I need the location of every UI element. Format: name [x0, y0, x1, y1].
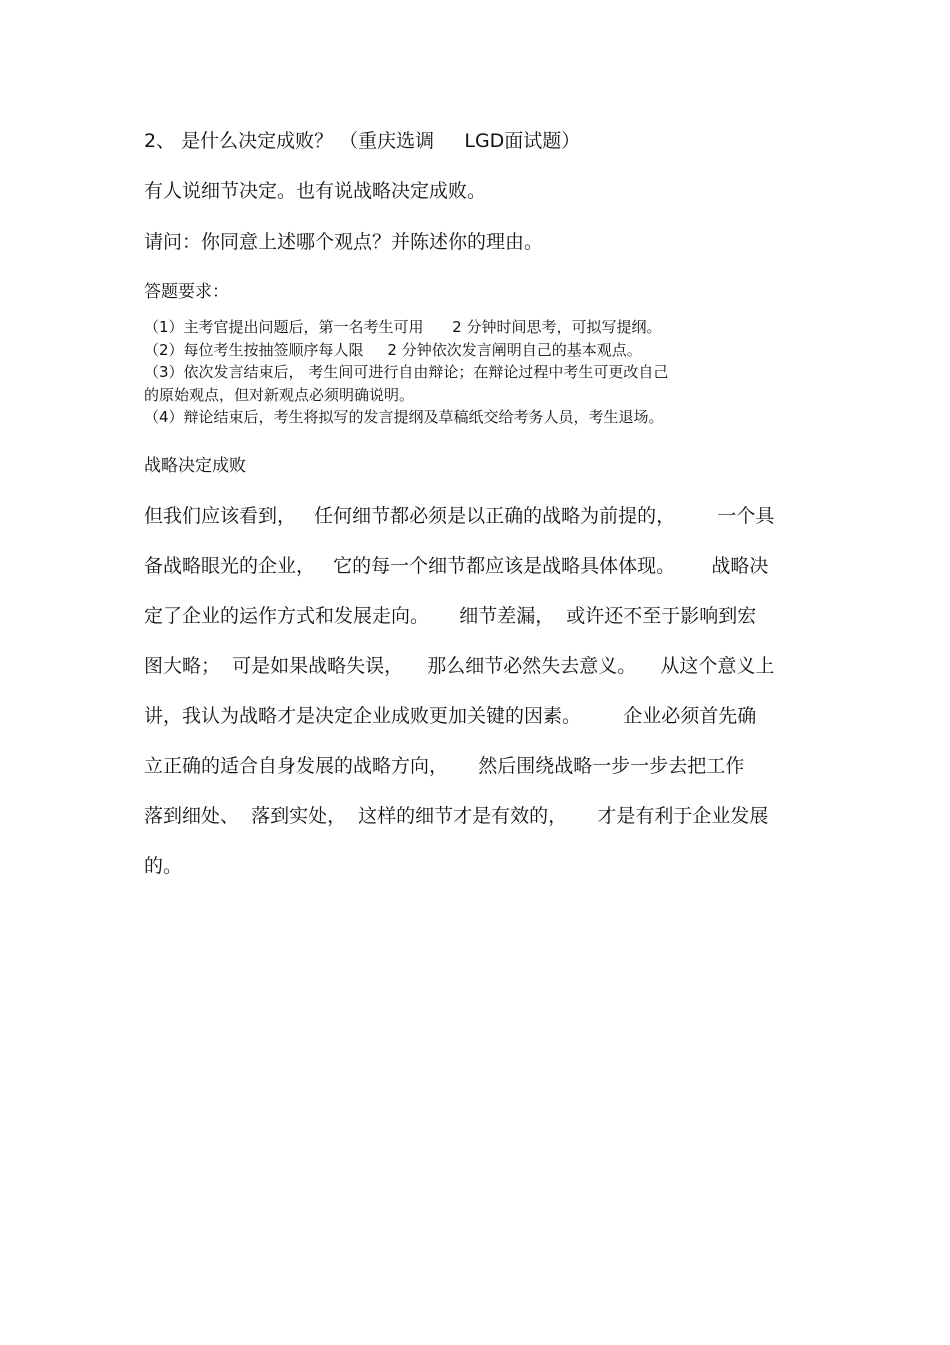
body-line: 但我们应该看到， 任何细节都必须是以正确的战略为前提的， 一个具 [144, 505, 775, 527]
body-line: 的。 [144, 855, 183, 877]
requirement-item: （2）每位考生按抽签顺序每人限 2 分钟依次发言阐明自己的基本观点。 [144, 340, 642, 359]
body-line: 立正确的适合自身发展的战略方向， 然后围绕战略一步一步去把工作 [144, 755, 745, 777]
requirement-item: （3）依次发言结束后， 考生间可进行自由辩论；在辩论过程中考生可更改自己 [144, 363, 669, 381]
answer-body [144, 503, 808, 903]
body-line: 定了企业的运作方式和发展走向。 细节差漏， 或许还不至于影响到宏 [144, 605, 757, 627]
question-paragraph: 请问：你同意上述哪个观点？并陈述你的理由。 [144, 231, 544, 253]
body-line: 图大略； 可是如果战略失误， 那么细节必然失去意义。 从这个意义上 [144, 655, 775, 677]
body-line: 备战略眼光的企业， 它的每一个细节都应该是战略具体体现。 战略决 [144, 555, 769, 577]
requirement-item: （1）主考官提出问题后，第一名考生可用 2 分钟时间思考，可拟写提纲。 [144, 318, 662, 336]
section-heading: 战略决定成败 [144, 456, 246, 476]
intro-paragraph: 有人说细节决定。也有说战略决定成败。 [144, 180, 487, 202]
requirement-item: 的原始观点，但对新观点必须明确说明。 [144, 385, 415, 404]
requirements-list [144, 316, 804, 429]
requirement-item: （4）辩论结束后，考生将拟写的发言提纲及草稿纸交给考务人员，考生退场。 [144, 408, 664, 426]
question-title: 2、 是什么决定成败？ （重庆选调 LGD面试题） [144, 130, 581, 152]
body-line: 讲，我认为战略才是决定企业成败更加关键的因素。 企业必须首先确 [144, 705, 757, 727]
body-line: 落到细处、 落到实处， 这样的细节才是有效的， 才是有利于企业发展 [144, 805, 769, 827]
requirements-heading: 答题要求： [144, 282, 229, 302]
